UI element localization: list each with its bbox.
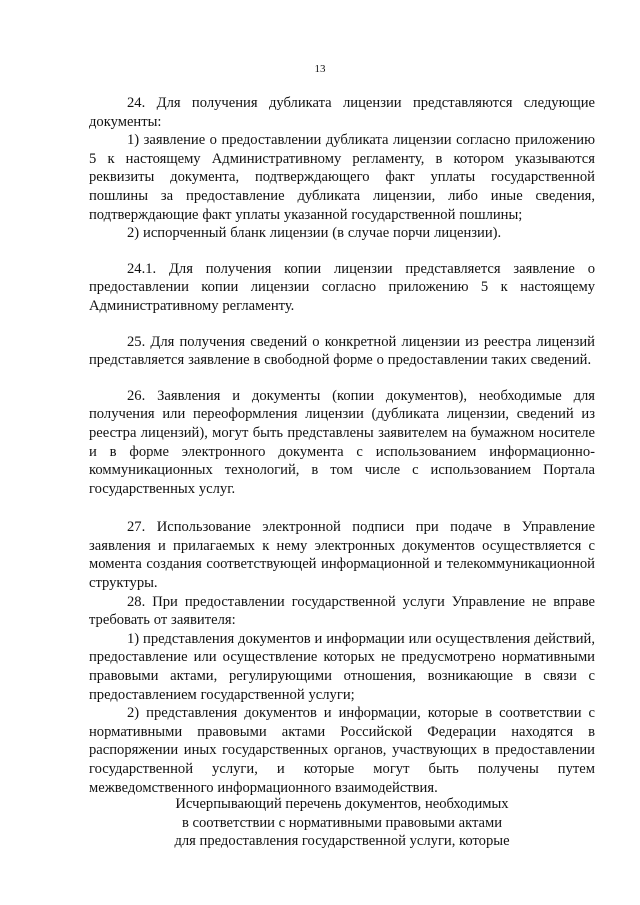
paragraph-27: 27. Использование электронной подписи при подаче в Управление заявления и прилагаемых к нему электронных документов осуществляется с момента создания соответствующей информационной и телекоммуникационной структуры. bbox=[89, 519, 595, 592]
section-heading bbox=[89, 795, 595, 851]
page-number: 13 bbox=[314, 63, 326, 75]
paragraph-24-item-1: 1) заявление о предоставлении дубликата лицензии согласно приложению 5 к настоящему Административному регламенту, в котором указываются реквизиты документа, подтверждающего факт уплаты государственной пошлины за предоставление дубликата лицензии, либо иные сведения, подтверждающие факт уплаты указанной государственной пошлины; bbox=[89, 132, 595, 223]
paragraph-24-item-2: 2) испорченный бланк лицензии (в случае порчи лицензии). bbox=[127, 225, 502, 242]
paragraph-28-item-1: 1) представления документов и информации или осуществления действий, предоставление или осуществление которых не предусмотрено нормативными правовыми актами, регулирующими отношения, возникающие в связи с предоставлением государственной услуги; bbox=[89, 630, 595, 703]
heading-line: для предоставления государственной услуги, которые bbox=[174, 833, 510, 850]
paragraph-28-item-2: 2) представления документов и информации, которые в соответствии с нормативными правовыми актами Российской Федерации находятся в распоряжении иных государственных органов, участвующих в предоставлении государственной услуги, и которые могут быть получены путем межведомственного информационного взаимодействия. bbox=[89, 705, 595, 796]
heading-line: в соответствии с нормативными правовыми актами bbox=[181, 814, 503, 831]
paragraph-26: 26. Заявления и документы (копии документов), необходимые для получения или переоформления лицензии (дубликата лицензии, сведений из реестра лицензий), могут быть представлены заявителем на бумажном носителе и в форме электронного документа с использованием информационно-коммуникационных технологий, в том числе с использованием Портала государственных услуг. bbox=[89, 387, 595, 497]
paragraph-25: 25. Для получения сведений о конкретной лицензии из реестра лицензий представляется заявление в свободной форме о предоставлении таких сведений. bbox=[89, 333, 595, 369]
paragraph-28: 28. При предоставлении государственной услуги Управление не вправе требовать от заявителя: bbox=[89, 593, 595, 629]
paragraph-24-1: 24.1. Для получения копии лицензии представляется заявление о предоставлении копии лицензии согласно приложению 5 к настоящему Административному регламенту. bbox=[89, 260, 595, 314]
document-body bbox=[89, 94, 595, 797]
paragraph-24: 24. Для получения дубликата лицензии представляются следующие документы: bbox=[89, 95, 595, 130]
heading-line: Исчерпывающий перечень документов, необходимых bbox=[175, 796, 509, 812]
